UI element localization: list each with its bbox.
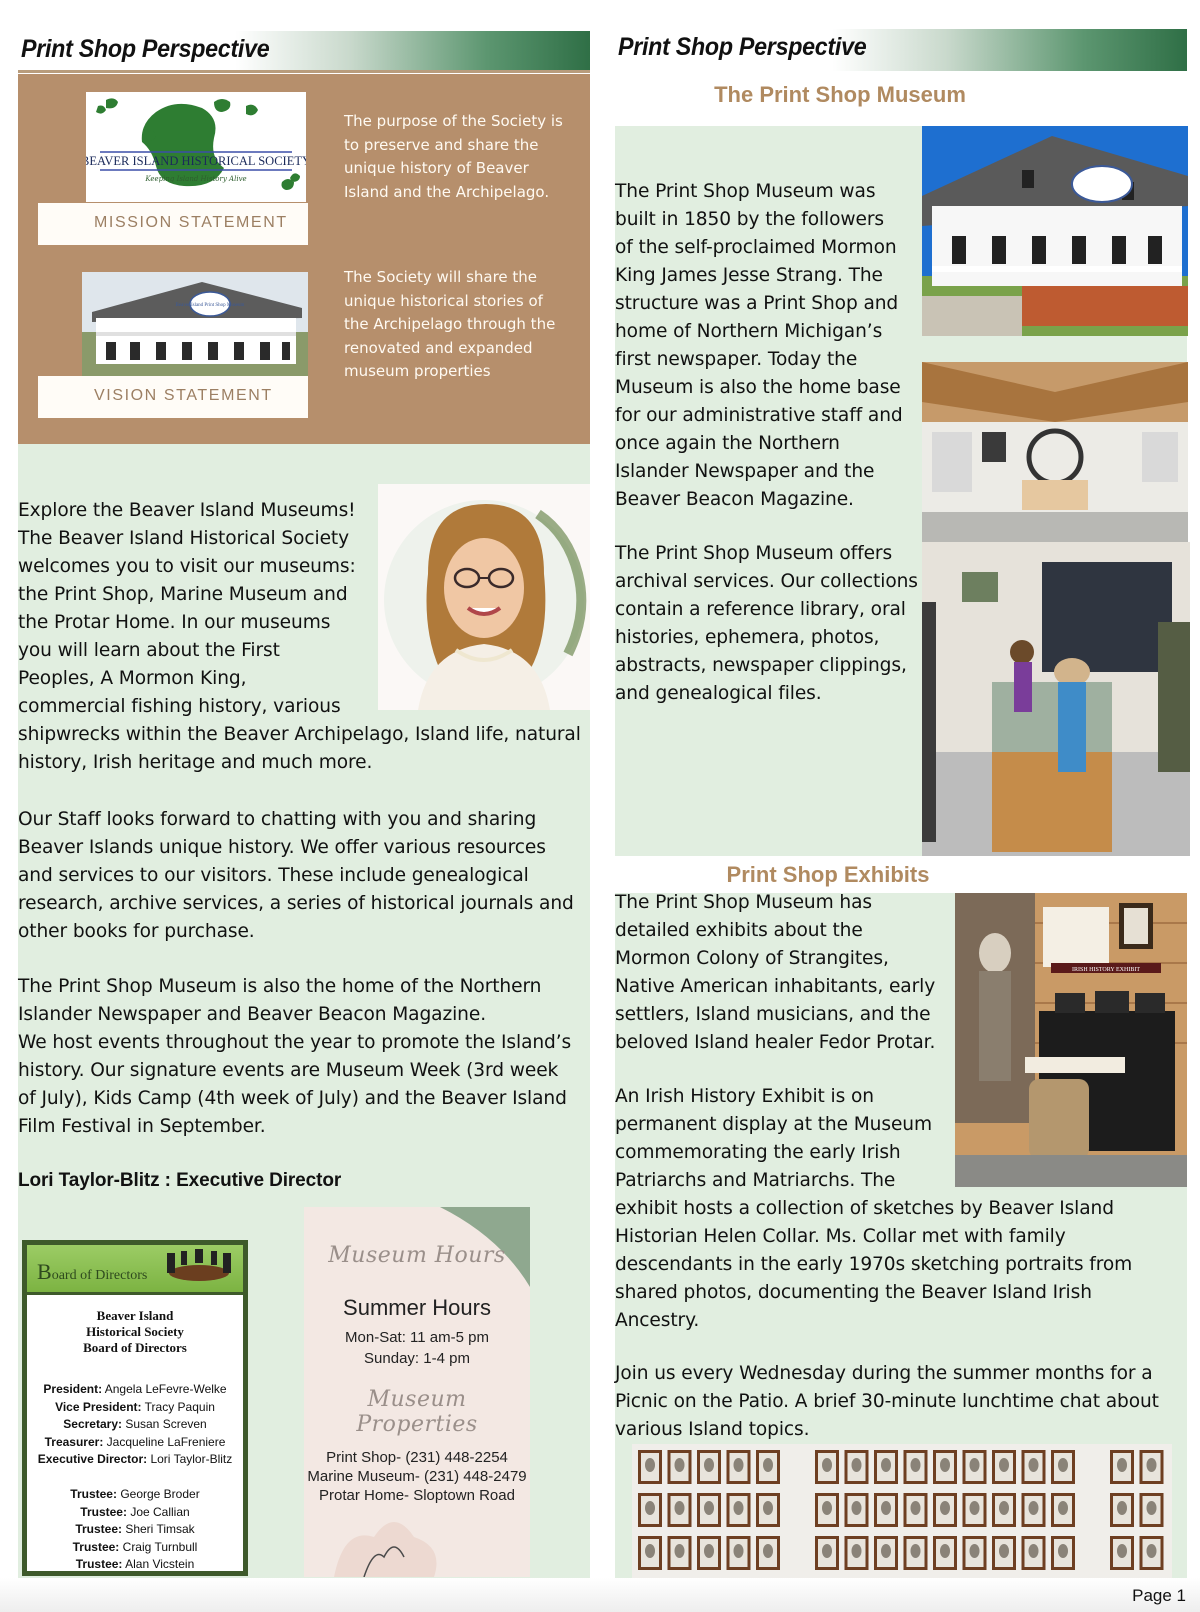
portrait-sketch-face — [1029, 1458, 1039, 1472]
museum-interior-photo — [922, 362, 1188, 542]
trustee-3: Trustee: Sheri Timsak — [75, 1522, 195, 1537]
page-number: Page 1 — [1132, 1586, 1186, 1605]
portrait-sketch-face — [763, 1544, 773, 1558]
board-org-line-1: Beaver Island — [96, 1308, 174, 1323]
right-banner — [615, 29, 1187, 71]
property-protar-home: Protar Home- Sloptown Road — [319, 1487, 515, 1504]
museum-history-paragraph: The Print Shop Museum was built in 1850 by the followers of the self-proclaimed Mormon King James Jesse Strang. The structure was a Print Shop and home of Northern Michigan’s first newspaper. Today the Museum is also the home base for our administrative staff and once again the Northern Islander Newspaper and the Beaver Beacon Magazine. — [615, 181, 903, 510]
portrait-sketch-face — [999, 1501, 1009, 1515]
portrait-sketch-face — [940, 1458, 950, 1472]
print-shop-sign: Beaver Island Print Shop Museum — [175, 303, 245, 308]
irish-portrait-sketches-photo — [632, 1444, 1172, 1578]
board-header — [27, 1245, 243, 1295]
right-banner-title: Print Shop Perspective — [618, 33, 867, 61]
portrait-sketch-face — [675, 1501, 685, 1515]
portrait-sketch-face — [881, 1501, 891, 1515]
portrait-sketch-face — [734, 1501, 744, 1515]
portrait-sketch-face — [1117, 1544, 1127, 1558]
weekday-hours: Mon-Sat: 11 am-5 pm — [345, 1329, 489, 1346]
portrait-sketch-face — [822, 1501, 832, 1515]
portrait-sketch-face — [704, 1458, 714, 1472]
portrait-sketch-face — [645, 1501, 655, 1515]
picnic-paragraph: Join us every Wednesday during the summer months for a Picnic on the Patio. A brief 30-minute lunchtime chat about various Island topics. — [615, 1363, 1159, 1440]
mission-statement-label: MISSION STATEMENT — [38, 203, 308, 245]
portrait-sketch-face — [852, 1544, 862, 1558]
sunday-hours: Sunday: 1-4 pm — [364, 1350, 470, 1367]
portrait-sketch-face — [675, 1458, 685, 1472]
logo-tagline: Keeping Island History Alive — [145, 175, 247, 183]
home-events-paragraph: The Print Shop Museum is also the home of the Northern Islander Newspaper and Beaver Beacon Magazine. We host events throughout the year to promote the Island’s history. Our signature events are Museum Week (3rd week of July), Kids Camp (4th week of July) and the Beaver Island Film Festival in September. — [18, 976, 572, 1137]
irish-history-paragraph: An Irish History Exhibit is on permanent display at the Museum commemorating the early Irish Patriarchs and Matriarchs. The exhibit hosts a collection of sketches by Beaver Island Historian Helen Collar. Ms. Collar met with family descendants in the early 1970s sketching portraits from shared photos, documenting the Beaver Island Irish Ancestry. — [615, 1086, 1133, 1331]
portrait-sketch-face — [822, 1458, 832, 1472]
property-marine-museum: Marine Museum- (231) 448-2479 — [307, 1468, 527, 1485]
portrait-sketch-face — [734, 1458, 744, 1472]
page-footer — [0, 1578, 1200, 1612]
staff-paragraph: Our Staff looks forward to chatting with you and sharing Beaver Islands unique history. We offer various resources and services to our visitors. These include genealogical research, archive services, a series of historical journals and other books for purchase. — [18, 809, 574, 942]
portrait-sketch-face — [1117, 1458, 1127, 1472]
portrait-sketch-face — [1147, 1458, 1157, 1472]
portrait-sketch-face — [763, 1501, 773, 1515]
museum-hours-title: Museum Hours — [328, 1243, 506, 1268]
portrait-sketch-face — [704, 1544, 714, 1558]
portrait-sketch-face — [999, 1458, 1009, 1472]
property-print-shop: Print Shop- (231) 448-2254 — [326, 1449, 508, 1466]
print-shop-exterior-photo — [922, 126, 1188, 336]
left-banner — [18, 31, 590, 73]
portrait-sketch-face — [911, 1458, 921, 1472]
board-org-line-2: Historical Society — [86, 1324, 184, 1339]
portrait-sketch-face — [970, 1501, 980, 1515]
portrait-sketch-face — [970, 1458, 980, 1472]
portrait-sketch-face — [1058, 1501, 1068, 1515]
mission-statement-text: The purpose of the Society is to preserve and share the unique history of Beaver Island and the Archipelago. — [344, 112, 563, 201]
officer-treasurer: Treasurer: Jacqueline LaFreniere — [44, 1434, 226, 1449]
trustee-4: Trustee: Craig Turnbull — [72, 1539, 198, 1554]
board-of-directors-card — [22, 1240, 248, 1576]
board-org-line-3: Board of Directors — [83, 1340, 187, 1355]
portrait-sketch-face — [1058, 1458, 1068, 1472]
officer-president: President: Angela LeFevre-Welke — [43, 1382, 227, 1396]
left-banner-title: Print Shop Perspective — [21, 35, 270, 63]
explore-paragraph: Explore the Beaver Island Museums! The Beaver Island Historical Society welcomes you to visit our museums: the Print Shop, Marine Museum and the Protar Home. In our museums you will learn about the First Peoples, A Mormon King, commercial fishing history, various shipwrecks within the Beaver Archipelago, Island life, natural history, Irish heritage and much more. — [18, 500, 581, 773]
portrait-sketch-face — [1029, 1544, 1039, 1558]
print-shop-exhibits-heading: Print Shop Exhibits — [726, 862, 930, 887]
summer-hours-heading: Summer Hours — [343, 1295, 491, 1320]
portrait-sketch-face — [940, 1544, 950, 1558]
portrait-sketch-face — [881, 1458, 891, 1472]
portrait-sketch-face — [763, 1458, 773, 1472]
museum-hours-card — [304, 1207, 530, 1577]
director-signature: Lori Taylor-Blitz : Executive Director — [18, 1170, 342, 1191]
portrait-sketch-face — [999, 1544, 1009, 1558]
board-member-list — [27, 1381, 243, 1574]
irish-exhibit-sign: IRISH HISTORY EXHIBIT — [1071, 967, 1141, 973]
officer-vice-president: Vice President: Tracy Paquin — [55, 1399, 215, 1414]
portrait-sketch-face — [734, 1544, 744, 1558]
boardroom-table-icon — [159, 1247, 239, 1291]
leaf-shape-decoration — [324, 1507, 444, 1577]
logo-wordmark: BEAVER ISLAND HISTORICAL SOCIETY — [86, 154, 306, 168]
portrait-sketch-face — [704, 1501, 714, 1515]
print-shop-building-photo — [82, 272, 308, 376]
board-header-initial: B — [37, 1259, 52, 1284]
exhibits-paragraph: The Print Shop Museum has detailed exhibits about the Mormon Colony of Strangites, Native American inhabitants, early settlers, Island musicians, and the beloved Island healer Fedor Protar. — [615, 892, 936, 1053]
vision-statement-label: VISION STATEMENT — [38, 376, 308, 418]
portrait-sketch-face — [822, 1544, 832, 1558]
portrait-sketch-face — [911, 1501, 921, 1515]
archival-services-paragraph: The Print Shop Museum offers archival services. Our collections contain a reference library, oral histories, ephemera, photos, abstracts, newspaper clippings, and genealogical files. — [615, 543, 918, 704]
portrait-sketch-face — [852, 1501, 862, 1515]
vision-statement-text: The Society will share the unique historical stories of the Archipelago through the renovated and expanded museum properties — [344, 268, 556, 380]
portrait-sketch-face — [970, 1544, 980, 1558]
portrait-sketch-face — [1058, 1544, 1068, 1558]
museum-properties-title: Museum Properties — [356, 1387, 478, 1437]
trustee-2: Trustee: Joe Callian — [80, 1504, 190, 1519]
portrait-sketch-face — [911, 1544, 921, 1558]
officer-secretary: Secretary: Susan Screven — [63, 1417, 207, 1432]
portrait-sketch-face — [1117, 1501, 1127, 1515]
officer-executive-director: Executive Director: Lori Taylor-Blitz — [37, 1452, 233, 1467]
portrait-sketch-face — [675, 1544, 685, 1558]
portrait-sketch-face — [881, 1544, 891, 1558]
portrait-sketch-face — [940, 1501, 950, 1515]
museum-visitors-photo — [922, 542, 1190, 856]
portrait-sketch-face — [645, 1544, 655, 1558]
portrait-sketch-face — [1147, 1501, 1157, 1515]
print-shop-museum-heading: The Print Shop Museum — [714, 82, 966, 107]
portrait-sketch-face — [1029, 1501, 1039, 1515]
board-header-title: oard of Directors — [51, 1268, 148, 1283]
trustee-1: Trustee: George Broder — [70, 1486, 200, 1501]
portrait-sketch-face — [645, 1458, 655, 1472]
historical-society-logo — [86, 92, 306, 202]
portrait-sketch-face — [852, 1458, 862, 1472]
portrait-sketch-face — [1147, 1544, 1157, 1558]
trustee-5: Trustee: Alan Vicstein — [75, 1557, 195, 1572]
